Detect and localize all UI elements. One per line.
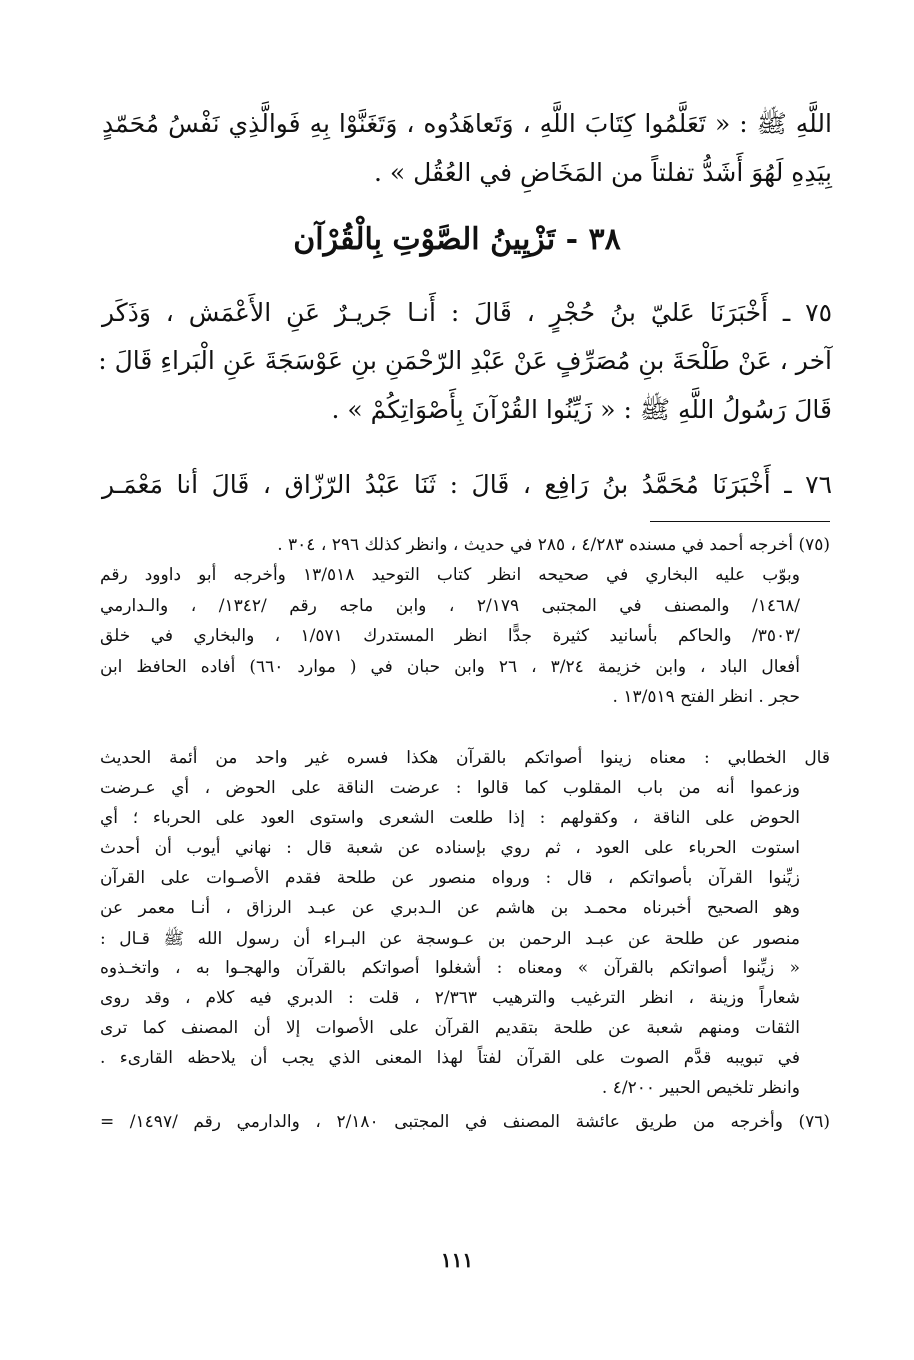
footnote-line: قال الخطابي : معناه زينوا أصواتكم بالقرآن هكذا فسره غير واحد من أئمة الحديث: [100, 748, 830, 768]
footnote-separator: [650, 521, 830, 522]
footnote-line: /١٤٦٨/ والمصنف في المجتبى ٢/١٧٩ ، وابن ماجه رقم /١٣٤٢/ ، والـدارمي: [100, 596, 801, 616]
footnote-line: وبوّب عليه البخاري في صحيحه انظر كتاب التوحيد ١٣/٥١٨ وأخرجه أبو داوود رقم: [100, 565, 800, 585]
footnote-line: منصور عن طلحة عن عبـد الرحمن بن عـوسجة عن البـراء أن رسول الله ﷺ قـال :: [100, 929, 800, 949]
page-number: ١١١: [440, 1248, 474, 1272]
footnote-line: (٧٦) وأخرجه من طريق عائشة المصنف في المجتبى ٢/١٨٠ ، والدارمي رقم /١٤٩٧/ =: [100, 1112, 830, 1132]
footnote-line: /٣٥٠٣/ والحاكم بأسانيد كثيرة جدًّا انظر المستدرك ١/٥٧١ ، والبخاري في خلق: [100, 626, 801, 646]
footnote-line: وزعموا أنه من باب المقلوب كما قالوا : عرضت الناقة على الحوض ، أي عـرضت: [100, 778, 800, 798]
footnote-line: أفعال الباد ، وابن خزيمة ٣/٢٤ ، ٢٦ وابن حبان في ( موارد ٦٦٠) أفاده الحافظ ابن: [100, 657, 800, 677]
footnote-line: (٧٥) أخرجه أحمد في مسنده ٤/٢٨٣ ، ٢٨٥ في حديث ، وانظر كذلك ٢٩٦ ، ٣٠٤ .: [277, 535, 830, 555]
hadith-75-line: قَالَ رَسُولُ اللَّهِ ﷺ : « زَيِّنُوا القُرْآنَ بِأَصْوَاتِكُمْ » .: [331, 395, 832, 424]
hadith-76-line: ٧٦ ـ أَخْبَرَنَا مُحَمَّدُ بنُ رَافِع ، قَالَ : ثَنَا عَبْدُ الرّزّاق ، قَالَ أنا مَعْمَـر: [102, 470, 832, 499]
footnote-line: الثقات ومنهم شعبة عن طلحة بتقديم القرآن على الأصوات إلا أن المصنف كما ترى: [100, 1018, 800, 1038]
footnote-line: في تبويبه قدَّم الصوت على القرآن لفتاً لهذا المعنى الذي يجب أن يلاحظه القارىء .: [100, 1048, 800, 1068]
footnote-line: استوت الحرباء على العود ، ثم روي بإسناده عن شعبة قال : نهاني أيوب أن أحدث: [100, 838, 800, 858]
main-text-line: بِيَدِهِ لَهُوَ أَشَدُّ تفلتاً من المَخَاضِ في العُقُل » .: [373, 158, 832, 187]
hadith-75-line: آخر ، عَنْ طَلْحَةَ بنِ مُصَرِّفٍ عَنْ عَبْدِ الرّحْمَنِ بنِ عَوْسَجَةَ عَنِ الْبَراءِ قَالَ :: [98, 346, 832, 375]
main-text-line: اللَّهِ ﷺ : « تَعَلَّمُوا كِتَابَ اللَّهِ ، وَتَعاهَدُوه ، وَتَغَنَّوْا بِهِ فَوالَّذِي نَفْسُ مُحَمّدٍ: [102, 109, 832, 138]
footnote-line: وانظر تلخيص الحبير ٤/٢٠٠ .: [601, 1078, 800, 1098]
footnote-line: وهو الصحيح أخبرناه محمـد بن هاشم عن الـدبري عن عبـد الرزاق ، أنـا معمر عن: [100, 898, 800, 918]
chapter-heading: ٣٨ - تَزْيِينُ الصَّوْتِ بِالْقُرْآن: [293, 222, 621, 257]
footnote-line: شعاراً وزينة ، انظر الترغيب والترهيب ٢/٣٦٣ ، قلت : الدبري فيه كلام ، وقد روى: [100, 988, 800, 1008]
footnote-line: زيِّنوا القرآن بأصواتكم ، قال : ورواه منصور عن طلحة فقدم الأصـوات على القرآن: [100, 868, 800, 888]
footnote-line: الحوض على الناقة ، وكقولهم : إذا طلعت الشعرى واستوى العود على الحرباء ؛ أي: [100, 808, 800, 828]
footnote-line: حجر . انظر الفتح ١٣/٥١٩ .: [612, 687, 800, 707]
hadith-75-line: ٧٥ ـ أَخْبَرَنَا عَليّ بنُ حُجْرٍ ، قَالَ : أَنـا جَريـرٌ عَنِ الأَعْمَش ، وَذَكَر: [102, 298, 832, 327]
footnote-line: « زيِّنوا أصواتكم بالقرآن » ومعناه : أشغلوا أصواتكم بالقرآن والهجـوا به ، واتخـذوه: [100, 958, 800, 978]
